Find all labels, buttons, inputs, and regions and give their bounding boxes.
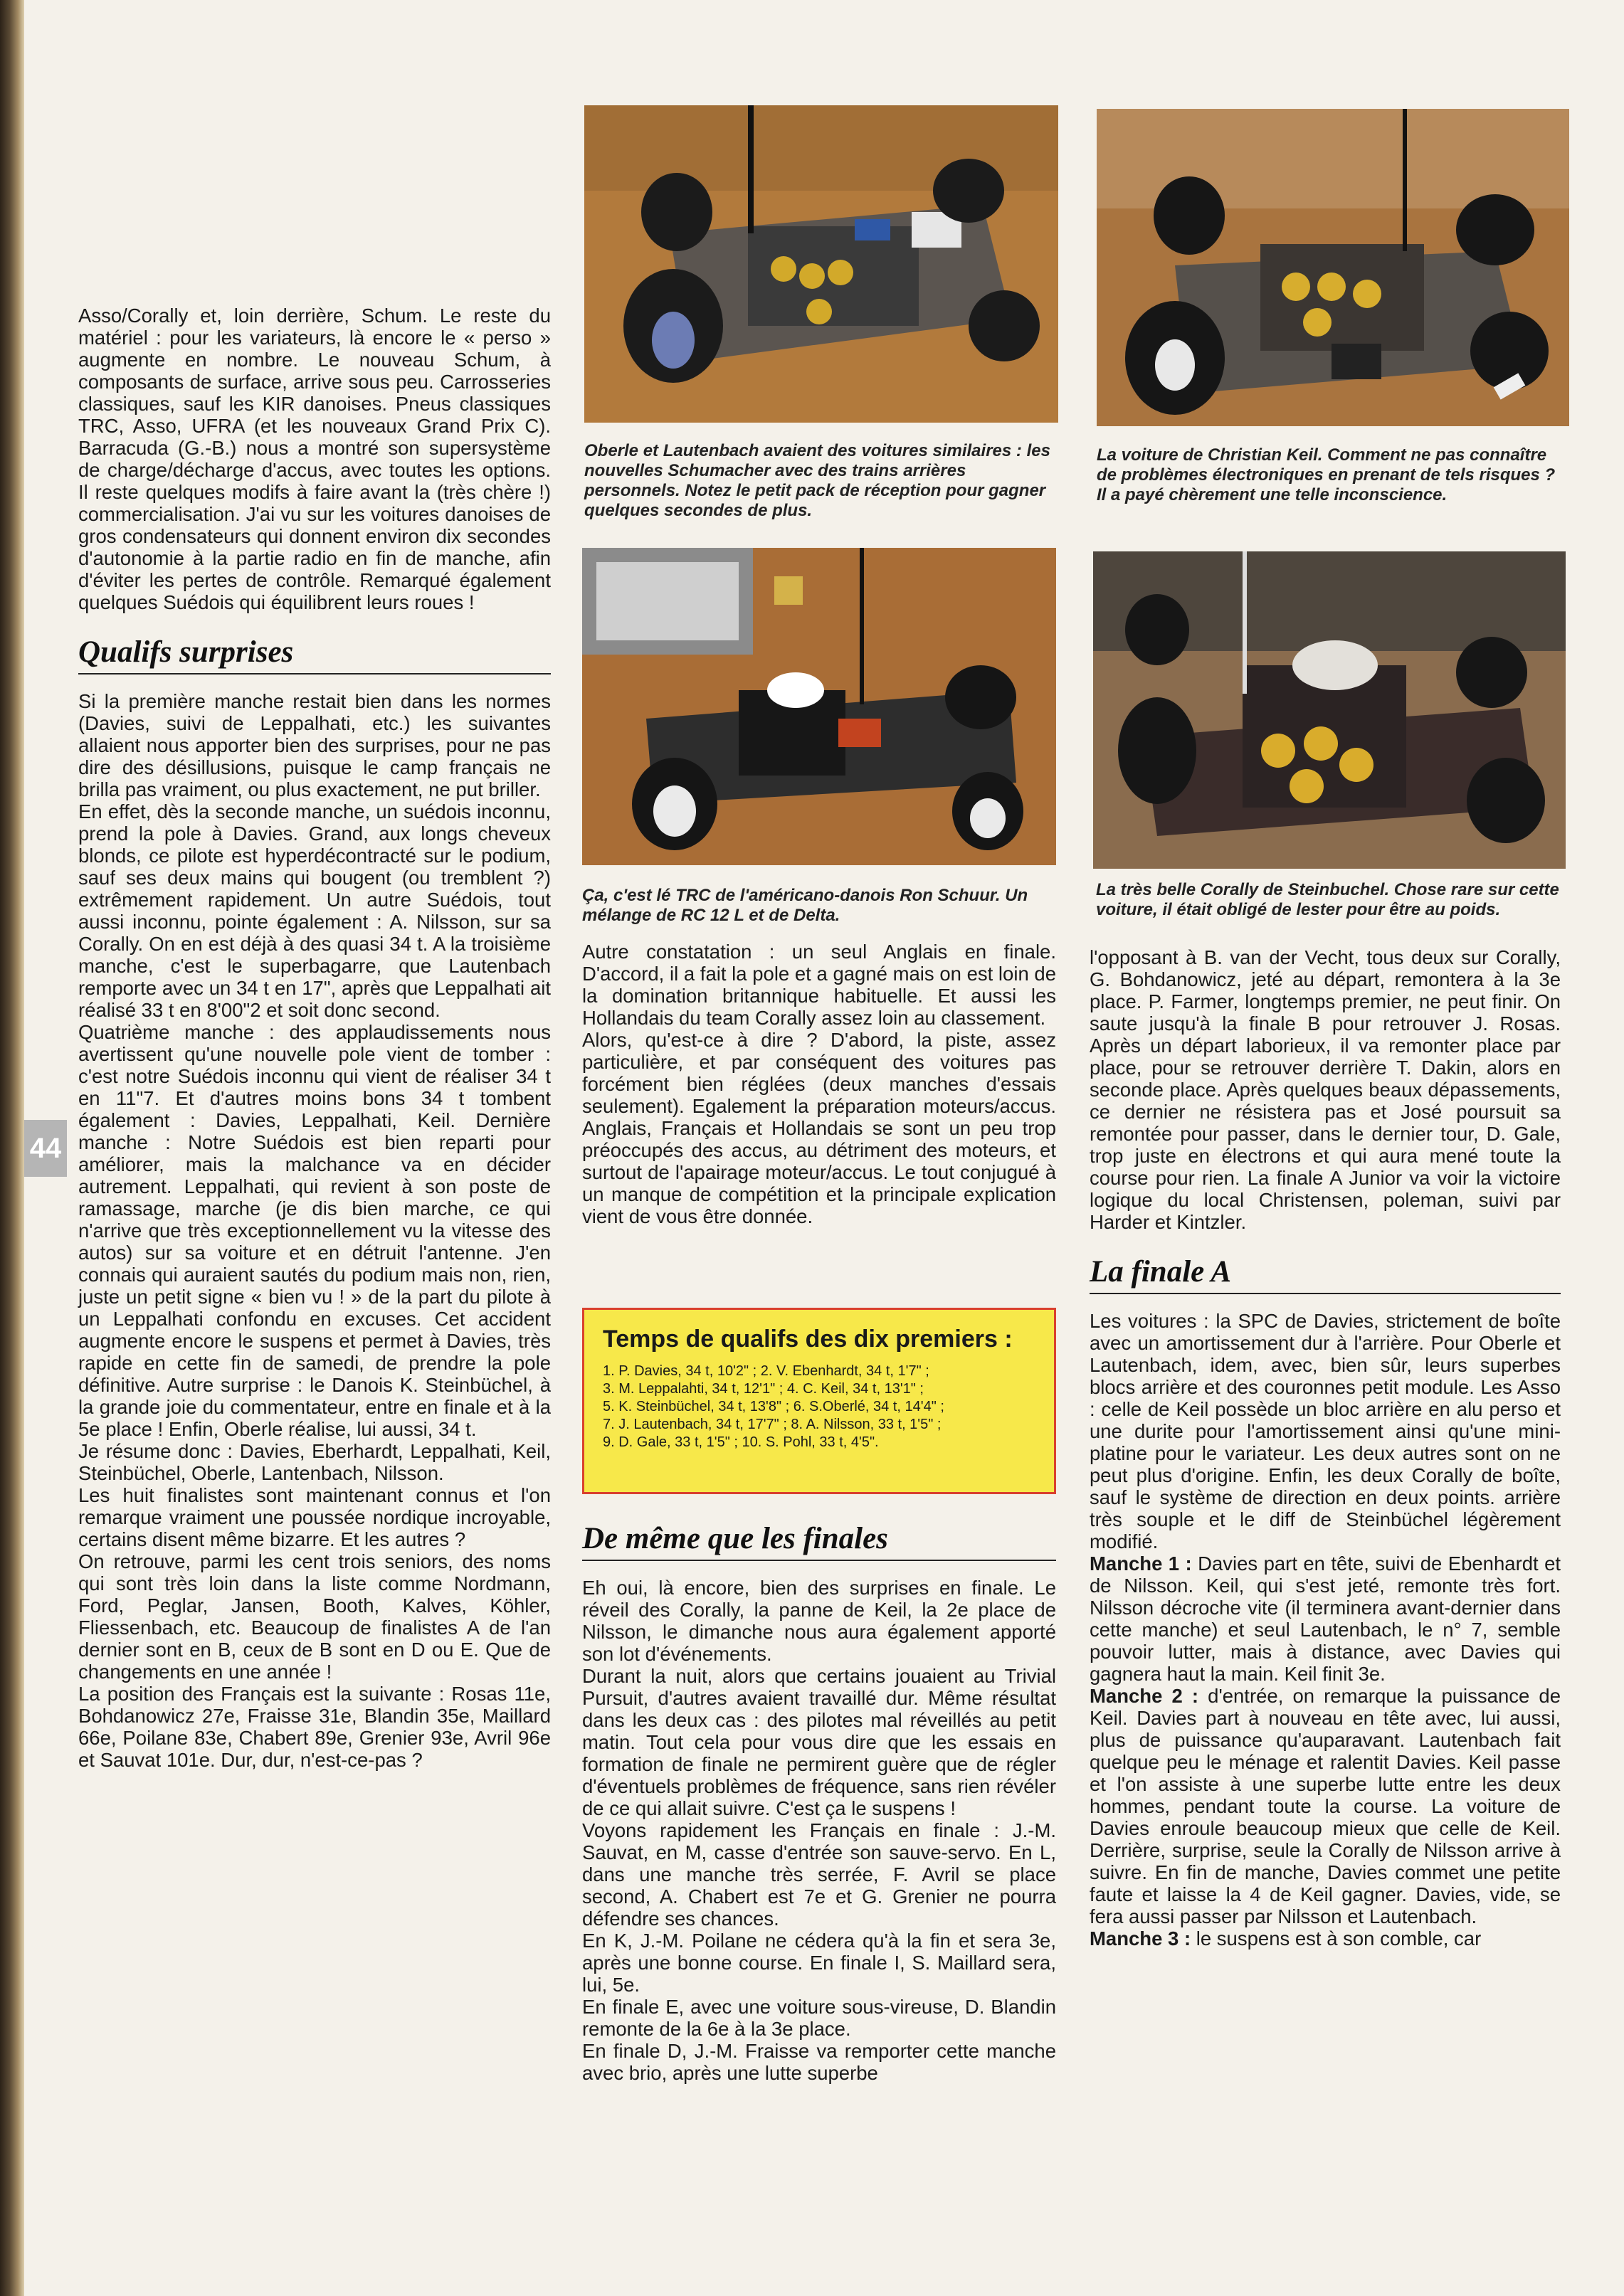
manche-label: Manche 1 : [1090, 1552, 1192, 1575]
manche-text: d'entrée, on remarque la puissance de Keil. Davies part à nouveau en tête avec, lui aussi, plus de puissance qu'auparavant. Lautenbach fait quelque peu le ménage et ralentit Davies. Keil passe et l'on assiste à une superbe lutte entre les deux hommes, pendant toute la course. La voiture de Davies enroule beaucoup mieux que celle de Keil. Derrière, surprise, seule la Corally de Nilsson arrive à suivre. En fin de manche, Davies commet une petite faute et laisse la 4 de Keil gagner. Davies, vide, se fera aussi passer par Nilsson et Lautenbach. [1090, 1685, 1561, 1927]
paragraph: Si la première manche restait bien dans les normes (Davies, suivi de Leppalhati, etc.) les suivantes allaient nous apporter bien des surprises, pour ne pas dire des désillusions, puisque le camp français ne brilla pas vraiment, ou plus exactement, ne put briller. [78, 690, 551, 800]
section-heading-qualifs: Qualifs surprises [78, 635, 551, 674]
section-heading-finales: De même que les finales [582, 1521, 1056, 1561]
box-entries [603, 1363, 1035, 1451]
article-column-1 [78, 305, 551, 1771]
paragraph: On retrouve, parmi les cent trois seniors, des noms qui sont très loin dans la liste comme Nordmann, Ford, Peglar, Jansen, Booth, Kalves, Köhler, Fliessenbach, etc. Beaucoup de finalistes A de l'an dernier sont en B, ceux de B sont en D ou E. Que de changements en une année ! [78, 1550, 551, 1683]
manche-text: le suspens est à son comble, car [1191, 1927, 1482, 1950]
page-number: 44 [24, 1120, 67, 1177]
paragraph: Je résume donc : Davies, Eberhardt, Leppalhati, Keil, Steinbüchel, Oberle, Lantenbach, Nilsson. [78, 1440, 551, 1484]
paragraph-manche-2 [1090, 1685, 1561, 1927]
photo-rc-car-4 [1093, 551, 1566, 869]
photo-caption-2: La voiture de Christian Keil. Comment ne pas connaître de problèmes électroniques en prenant de tels risques ? Il a payé chèrement une telle inconscience. [1097, 445, 1556, 504]
qualifs-times-box [582, 1308, 1056, 1494]
box-entry: 1. P. Davies, 34 t, 10'2" ; 2. V. Ebenhardt, 34 t, 1'7" ; [603, 1363, 929, 1379]
paragraph: Autre constatation : un seul Anglais en finale. D'accord, il a fait la pole et a gagné mais on est loin de la domination britannique habituelle. Et aussi les Hollandais du team Corally assez loin au classement. [582, 941, 1056, 1029]
article-column-3 [1090, 946, 1561, 1950]
box-entry: 5. K. Steinbüchel, 34 t, 13'8" ; 6. S.Oberlé, 34 t, 14'4" ; [603, 1399, 944, 1414]
paragraph: En effet, dès la seconde manche, un suédois inconnu, prend la pole à Davies. Grand, aux longs cheveux blonds, ce pilote est hyperdécontracté sur le podium, sauf ses deux mains qui bougent (ou tremblent ?) extrêmement rapidement. Un autre Suédois, tout aussi inconnu, pointe également : A. Nilsson, sur sa Corally. On en est déjà à des quasi 34 t. A la troisième manche, c'est le superbagarre, que Lautenbach remporte avec un 34 t en 17", après que Leppalhati ait réalisé 33 t en 8'00"2 et soit donc second. [78, 800, 551, 1021]
photo-caption-4: La très belle Corally de Steinbuchel. Chose rare sur cette voiture, il était obligé de lester pour être au poids. [1096, 880, 1559, 919]
box-entry: 7. J. Lautenbach, 34 t, 17'7" ; 8. A. Nilsson, 33 t, 1'5" ; [603, 1417, 942, 1432]
paragraph: Eh oui, là encore, bien des surprises en finale. Le réveil des Corally, la panne de Keil, la 2e place de Nilsson, le dimanche nous aura également apporté son lot d'événements. [582, 1577, 1056, 1665]
box-title: Temps de qualifs des dix premiers : [603, 1326, 1013, 1353]
manche-label: Manche 2 : [1090, 1685, 1199, 1707]
section-heading-finale-a: La finale A [1090, 1254, 1561, 1294]
paragraph-manche-3 [1090, 1927, 1561, 1950]
paragraph: l'opposant à B. van der Vecht, tous deux sur Corally, G. Bohdanowicz, jeté au départ, remontera à la 3e place. P. Farmer, longtemps premier, ne peut finir. On saute jusqu'à la finale B pour retrouver J. Rosas. Après un départ laborieux, il va remonter place par place, pour se retrouver derrière T. Dakin, alors en seconde place. Après quelques beaux dépassements, ce dernier ne résistera pas et José poursuit sa remontée pour passer, dans le dernier tour, D. Gale, trop juste en électrons et qui aura mené toute la course pour rien. La finale A Junior va voir la victoire logique du local Christensen, poleman, suivi par Harder et Kintzler. [1090, 946, 1561, 1233]
manche-label: Manche 3 : [1090, 1927, 1191, 1950]
page-binding [0, 0, 24, 2296]
paragraph: En finale D, J.-M. Fraisse va remporter cette manche avec brio, après une lutte superbe [582, 2040, 1056, 2084]
paragraph: En K, J.-M. Poilane ne cédera qu'à la fin et sera 3e, après une bonne course. En finale I, S. Maillard sera, lui, 5e. [582, 1930, 1056, 1996]
box-entry: 9. D. Gale, 33 t, 1'5" ; 10. S. Pohl, 33 t, 4'5". [603, 1434, 879, 1450]
paragraph-manche-1 [1090, 1552, 1561, 1685]
photo-rc-car-2 [1097, 109, 1569, 426]
box-entry: 3. M. Leppalahti, 34 t, 12'1" ; 4. C. Keil, 34 t, 13'1" ; [603, 1381, 924, 1397]
photo-rc-car-3 [582, 548, 1056, 865]
paragraph: Alors, qu'est-ce à dire ? D'abord, la piste, assez particulière, et par conséquent des voitures pas forcément bien réglées (deux manches d'essais seulement). Egalement la préparation moteurs/accus. Anglais, Français et Hollandais se sont un peu trop préoccupés des accus, au détriment des moteurs, et surtout de l'apairage moteur/accus. Le tout conjugué à un manque de compétition et la principale explication vient de vous être donnée. [582, 1029, 1056, 1227]
article-column-2-bottom [582, 1500, 1056, 2084]
paragraph: Voyons rapidement les Français en finale : J.-M. Sauvat, en M, casse d'entrée son sauve-servo. En L, dans une manche très serrée, F. Avril se place second, A. Chabert est 7e et G. Grenier ne pourra défendre ses chances. [582, 1819, 1056, 1930]
photo-caption-1: Oberle et Lautenbach avaient des voitures similaires : les nouvelles Schumacher avec des trains arrières personnels. Notez le petit pack de réception pour gagner quelques secondes de plus. [584, 441, 1050, 520]
manche-text: Davies part en tête, suivi de Ebenhardt et de Nilsson. Keil, qui s'est jeté, remonte très fort. Nilsson décroche vite (il terminera avant-dernier dans cette manche) et seul Lautenbach, le n° 7, semble pouvoir lutter, mais à distance, avec Davies qui gagnera haut la main. Keil finit 3e. [1090, 1552, 1561, 1685]
paragraph: Asso/Corally et, loin derrière, Schum. Le reste du matériel : pour les variateurs, là encore le « perso » augmente en nombre. Le nouveau Schum, à composants de surface, arrive sous peu. Carrosseries classiques, sauf les KIR danoises. Pneus classiques TRC, Asso, UFRA (et les nouveaux Grand Prix C). Barracuda (G.-B.) nous a montré son supersystème de charge/décharge d'accus, avec toutes les options. Il reste quelques modifs à faire avant la (très chère !) commercialisation. J'ai vu sur les voitures danoises de gros condensateurs qui donnent environ dix secondes d'autonomie à la partie radio en fin de manche, afin d'éviter les pertes de contrôle. Remarqué également quelques Suédois qui équilibrent leurs roues ! [78, 305, 551, 613]
photo-rc-car-1 [584, 105, 1058, 423]
paragraph: Les voitures : la SPC de Davies, strictement de boîte avec un amortissement dur à l'arrière. Pour Oberle et Lautenbach, idem, avec, bien sûr, leurs superbes blocs arrière et des couronnes petit module. Les Asso : celle de Keil possède un bloc arrière en alu perso et une durite pour l'amortissement ainsi qu'une mini-platine pour le variateur. Les deux autres sont on ne peut plus d'origine. Enfin, les deux Corally de boîte, sauf le système de direction en deux points. arrière très souple et le diff de Steinbüchel légèrement modifié. [1090, 1310, 1561, 1552]
paragraph: Durant la nuit, alors que certains jouaient au Trivial Pursuit, d'autres avaient travaillé dur. Même résultat dans les deux cas : des pilotes mal réveillés au petit matin. Tout cela pour vous dire que les essais en formation de finale ne permirent guère que de régler d'éventuels problèmes de fréquence, sans rien révéler de ce qui allait suivre. C'est ça le suspens ! [582, 1665, 1056, 1819]
paragraph: Quatrième manche : des applaudissements nous avertissent qu'une nouvelle pole vient de tomber : c'est notre Suédois inconnu qui vient de réaliser 34 t en 11"7. Et d'autres moins bons 34 t tombent également : Davies, Leppalhati, Keil. Dernière manche : Notre Suédois est bien reparti pour améliorer, mais la malchance va en décider autrement. Leppalhati, qui revient à son poste de ramassage, marche (je dis bien marche, ce qui n'arrive que très exceptionnellement vu la vitesse des autos) sur sa voiture et en détruit l'antenne. J'en connais qui auraient sautés du podium mais non, rien, juste un petit signe « bien vu ! » de la part du pilote à un Leppalhati confondu en excuses. Cet accident augmente encore le suspens et permet à Davies, très rapide en cette fin de samedi, de prendre la pole définitive. Autre surprise : le Danois K. Steinbüchel, à la grande joie du commentateur, entre en finale et à la 5e place ! Enfin, Oberle réalise, lui aussi, 34 t. [78, 1021, 551, 1440]
paragraph: En finale E, avec une voiture sous-vireuse, D. Blandin remonte de la 6e à la 3e place. [582, 1996, 1056, 2040]
paragraph: Les huit finalistes sont maintenant connus et l'on remarque vraiment une poussée nordique incroyable, certains disent même bizarre. Et les autres ? [78, 1484, 551, 1550]
article-column-2-top [582, 941, 1056, 1227]
paragraph: La position des Français est la suivante : Rosas 11e, Bohdanowicz 27e, Fraisse 31e, Blandin 35e, Maillard 66e, Poilane 83e, Chabert 89e, Grenier 93e, Avril 96e et Sauvat 101e. Dur, dur, n'est-ce-pas ? [78, 1683, 551, 1771]
photo-caption-3: Ça, c'est lé TRC de l'américano-danois Ron Schuur. Un mélange de RC 12 L et de Delta. [582, 886, 1028, 925]
